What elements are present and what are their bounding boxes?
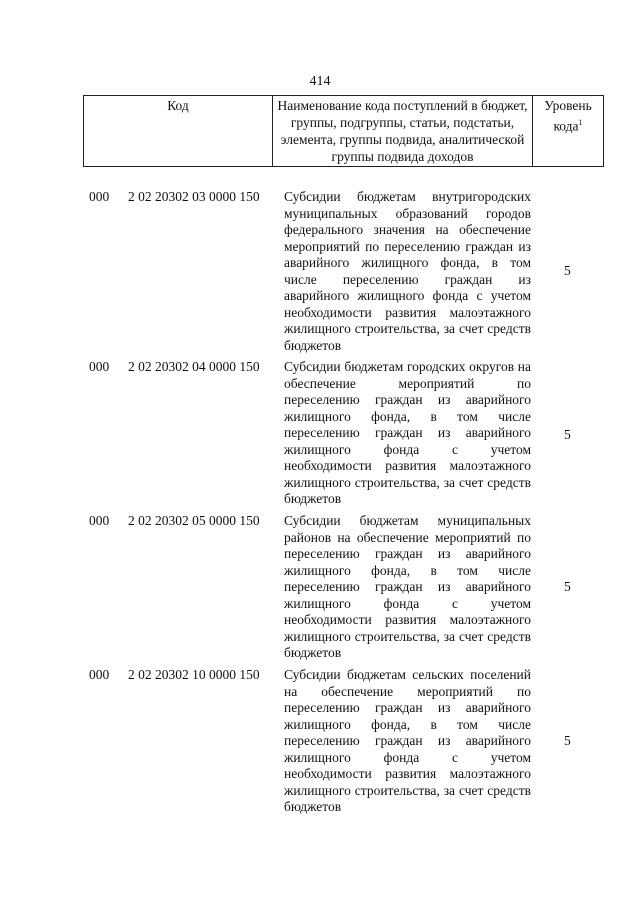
admin-code: 000	[89, 359, 110, 374]
code-level: 5	[564, 263, 571, 278]
header-code: Код	[167, 98, 189, 113]
revenue-name: Субсидии бюджетам сельских поселений на обеспечение мероприятий по переселению граждан из аварийного жилищного фонда, в том числе переселению граждан из аварийного жилищного фонда с учетом необходимости развития малоэтажного жилищного строительства, за счет средств бюджетов	[284, 667, 531, 814]
revenue-name: Субсидии бюджетам внутригородских муниципальных образований городов федерального значения на обеспечение мероприятий по переселению граждан из аварийного жилищного фонда, в том числе переселению граждан из аварийного жилищного фонда с учетом необходимости развития малоэтажного жилищного строительства, за счет средств бюджетов	[284, 189, 531, 353]
admin-code: 000	[89, 189, 110, 204]
table-header	[83, 95, 604, 167]
header-level-cell	[533, 96, 604, 167]
footnote-marker: 1	[578, 118, 583, 127]
admin-code: 000	[89, 667, 110, 682]
code-level: 5	[564, 733, 571, 748]
revenue-code: 2 02 20302 10 0000 150	[128, 667, 260, 682]
revenue-name: Субсидии бюджетам муниципальных районов на обеспечение мероприятий по переселению граждан из аварийного жилищного фонда, в том числе переселению граждан из аварийного жилищного фонда с учетом необходимости развития малоэтажного жилищного строительства, за счет средств бюджетов	[284, 513, 531, 660]
revenue-code: 2 02 20302 04 0000 150	[128, 359, 260, 374]
code-level: 5	[564, 579, 571, 594]
admin-code: 000	[89, 513, 110, 528]
code-level: 5	[564, 427, 571, 442]
revenue-code: 2 02 20302 05 0000 150	[128, 513, 260, 528]
header-name-cell	[273, 96, 533, 167]
revenue-name: Субсидии бюджетам городских округов на обеспечение мероприятий по переселению граждан из аварийного жилищного фонда, в том числе переселению граждан из аварийного жилищного фонда с учетом необходимости развития малоэтажного жилищного строительства, за счет средств бюджетов	[284, 359, 531, 506]
header-level: Уровень кода	[544, 98, 592, 134]
header-name: Наименование кода поступлений в бюджет, группы, подгруппы, статьи, подстатьи, элемента, группы подвида, аналитической группы подвида доходов	[277, 98, 528, 164]
revenue-code: 2 02 20302 03 0000 150	[128, 189, 260, 204]
header-code-cell	[84, 96, 273, 167]
page-number: 414	[309, 74, 331, 89]
